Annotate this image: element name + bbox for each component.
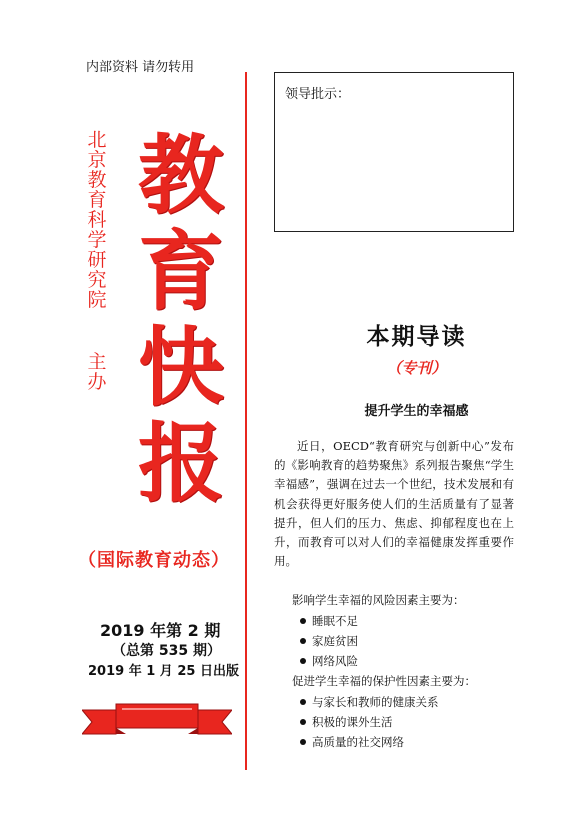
protect-item-text: 与家长和教师的健康关系 [312,695,439,709]
approval-box [274,72,514,232]
organizer-role-char: 主 [87,351,107,373]
ribbon-decoration [82,700,232,740]
organizer-char: 育 [87,189,107,211]
bullet-icon [300,739,306,745]
masthead-subtitle: （国际教育动态） [78,550,230,571]
approval-box-label: 领导批示： [285,87,351,102]
special-issue-label: （专刊） [386,359,447,377]
divider-line [245,72,247,770]
bullet-icon [300,638,306,644]
risk-item [300,653,358,669]
protective-factors-heading: 促进学生幸福的保护性因素主要为： [292,674,476,688]
organizer-char: 科 [87,209,107,231]
bullet-icon [300,719,306,725]
bullet-icon [300,699,306,705]
masthead-title-char: 报 [138,414,224,514]
organizer-char: 教 [87,169,107,191]
masthead-title-char: 育 [138,222,224,322]
publish-date: 2019 年 1 月 25 日出版 [88,664,239,679]
organizer-role-char: 办 [87,371,107,393]
guide-theme: 提升学生的幸福感 [364,404,469,419]
internal-note: 内部资料 请勿转用 [86,60,195,75]
protect-item-text: 积极的课外生活 [312,715,393,729]
guide-title: 本期导读 [366,323,467,350]
risk-item-text: 睡眠不足 [312,614,358,628]
organizer-gap [86,310,108,352]
risk-item [300,633,358,649]
protect-item [300,734,404,750]
organizer-char: 研 [87,249,107,271]
organizer-char: 院 [87,289,107,311]
masthead-title-char: 教 [138,126,224,226]
masthead-title-char: 快 [138,318,224,418]
guide-summary: 近日，OECD“教育研究与创新中心”发布的《影响教育的趋势聚焦》系列报告聚焦“学生幸福感”，强调在过去一个世纪，技术发展和有机会获得更好服务使人们的生活质量有了显著提升，但人们的压力、焦虑、抑郁程度也在上升，而教育可以对人们的幸福健康发挥重要作用。 [274,439,514,569]
protect-item [300,714,393,730]
organizer-vertical [86,130,108,392]
organizer-char: 京 [87,149,107,171]
bullet-icon [300,618,306,624]
risk-item [300,613,358,629]
organizer-char: 究 [87,269,107,291]
bullet-icon [300,658,306,664]
organizer-char: 学 [87,229,107,251]
issue-number: 2019 年第 2 期 [100,621,221,640]
risk-item-text: 网络风险 [312,654,358,668]
organizer-char: 北 [87,129,107,151]
risk-item-text: 家庭贫困 [312,634,358,648]
protect-item-text: 高质量的社交网络 [312,735,404,749]
protect-item [300,694,439,710]
risk-factors-heading: 影响学生幸福的风险因素主要为： [292,593,465,607]
total-issue-number: （总第 535 期） [112,643,221,659]
